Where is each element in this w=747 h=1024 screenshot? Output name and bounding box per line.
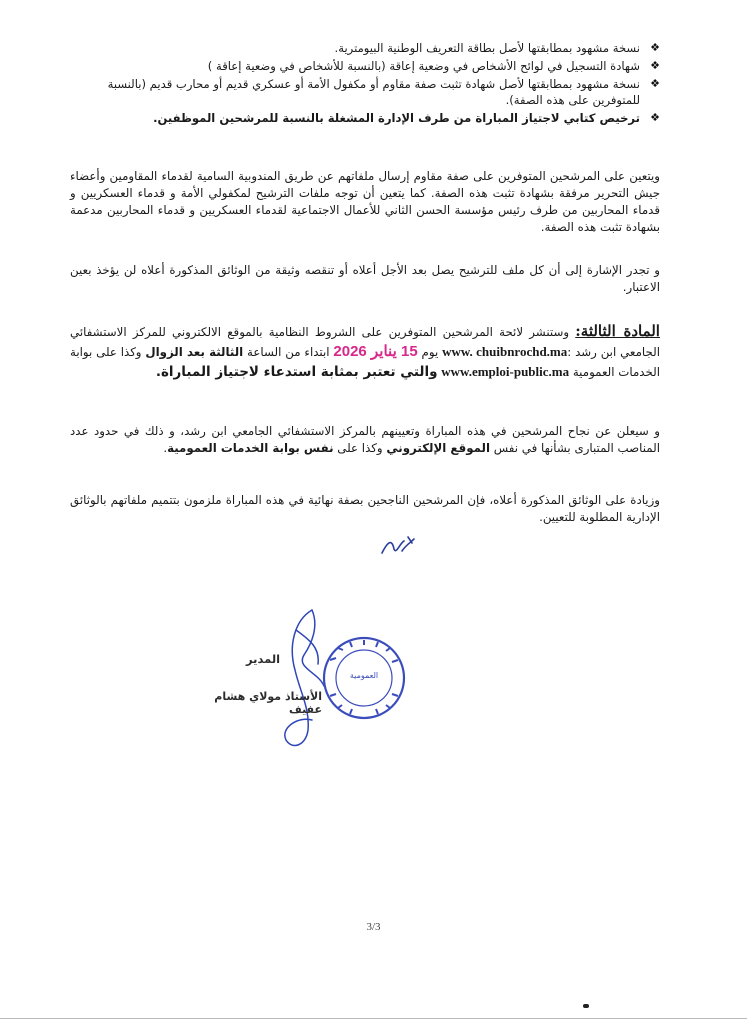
article-three-paragraph <box>70 322 660 382</box>
diamond-bullet-icon: ❖ <box>650 77 660 90</box>
stamp-center-text: العمومية <box>349 671 379 680</box>
results-announcement-paragraph <box>70 423 660 457</box>
portal-emphasis: نفس بوابة الخدمات العمومية <box>167 441 334 455</box>
blue-signature <box>285 610 324 745</box>
list-item-text: نسخة مشهود بمطابقتها لأصل شهادة تثبت صفة مقاوم أو مكفول الأمة أو عسكري قديم أو محارب قديم (بالنسبة للمتوفرين على هذه الصفة). <box>107 77 640 107</box>
public-portal-link[interactable]: www.emploi-public.ma <box>441 364 570 379</box>
director-name: الأستاذ مولاي هشام عفيف <box>214 690 322 716</box>
article-title: المادة الثالثة: <box>575 322 660 340</box>
paragraph-text: . <box>163 441 168 455</box>
resistance-candidates-paragraph: ويتعين على المرشحين المتوفرين على صفة مقاوم إرسال ملفاتهم عن طريق المندوبية السامية لقدماء المقاومين وأعضاء جيش التحرير مرفقة بشهادة تثبت هذه الصفة. كما يتعين أن توجه ملفات الترشيح لمكفولي الأمة و قدماء العسكريين و قدماء المحاربين من طرف رئيس مؤسسة الحسن الثاني للأعمال الاجتماعية لقدماء العسكريين و قدماء المحاربين مدعمة بشهادة تثبت هذه الصفة. <box>70 169 660 234</box>
final-documents-paragraph: وزيادة على الوثائق المذكورة أعلاه، فإن المرشحين الناجحين بصفة نهائية في هذه المباراة ملزمون بتتميم ملفاتهم بالوثائق الإدارية المطلوبة للتعيين. <box>70 493 660 524</box>
required-documents-list <box>70 40 660 128</box>
article-text: وستنشر لائحة المرشحين المتوفرين على الشروط النظامية بالموقع الالكتروني للمركز الاستشفائي الجامعي ابن رشد : <box>70 325 661 359</box>
handwritten-initials <box>378 533 418 559</box>
date-stamp: 15 يناير 2026 <box>333 343 418 360</box>
diamond-bullet-icon: ❖ <box>650 111 660 124</box>
article-text: ابتداء من الساعة <box>243 345 334 359</box>
diamond-bullet-icon: ❖ <box>650 41 660 54</box>
paragraph-text: وكذا على <box>333 441 387 455</box>
scan-artifact <box>583 1004 589 1008</box>
website-emphasis: الموقع الإلكتروني <box>386 441 490 455</box>
list-item <box>70 40 660 56</box>
start-hour: الثالثة بعد الزوال <box>145 345 244 359</box>
list-item <box>70 76 660 108</box>
list-item-text: نسخة مشهود بمطابقتها لأصل بطاقة التعريف الوطنية البيومترية. <box>334 41 640 55</box>
director-signature-and-stamp <box>200 600 430 760</box>
page-number: 3/3 <box>366 921 381 933</box>
article-text: وكذا على بوابة الخدمات العمومية <box>70 345 660 379</box>
list-item <box>70 58 660 74</box>
scan-edge-line <box>0 1018 747 1019</box>
director-title: المدير <box>246 652 281 666</box>
convocation-notice: والتي تعتبر بمثابة استدعاء لاجتياز المباراة. <box>155 364 438 380</box>
diamond-bullet-icon: ❖ <box>650 59 660 72</box>
list-item <box>70 110 660 126</box>
late-file-notice-paragraph: و تجدر الإشارة إلى أن كل ملف للترشيح يصل بعد الأجل أعلاه أو تنقصه وثيقة من الوثائق المذكورة أعلاه لن يؤخذ بعين الاعتبار. <box>70 263 660 294</box>
paragraph-text: و سيعلن عن نجاح المرشحين في هذه المباراة وتعيينهم بالمركز الاستشفائي الجامعي ابن رشد، و ذلك في حدود عدد المناصب المتبارى بشأنها في نفس <box>70 424 660 455</box>
list-item-text: ترخيص كتابي لاجتياز المباراة من طرف الإدارة المشغلة بالنسبة للمرشحين الموظفين. <box>153 111 640 125</box>
article-text: يوم <box>417 345 443 359</box>
chu-website-link[interactable]: www. chuibnrochd.ma <box>442 344 568 359</box>
list-item-text: شهادة التسجيل في لوائح الأشخاص في وضعية إعاقة (بالنسبة للأشخاص في وضعية إعاقة ) <box>207 59 640 73</box>
